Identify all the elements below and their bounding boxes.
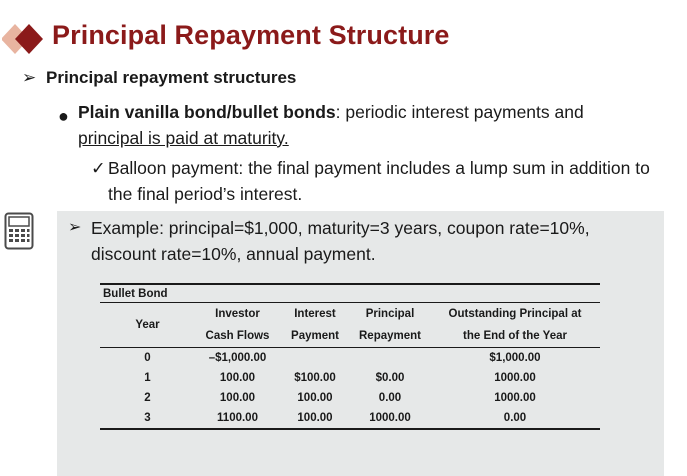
header-interest-line1: Interest	[294, 308, 336, 320]
cell-principal: $0.00	[375, 372, 405, 384]
bullet2-underlined: principal is paid at maturity.	[78, 128, 289, 148]
header-outstanding-line2: the End of the Year	[430, 325, 600, 348]
bullet-bond-table-container	[100, 283, 600, 430]
table-row	[100, 348, 600, 369]
bullet1-text: Principal repayment structures	[46, 68, 297, 87]
bullet2-text	[78, 99, 668, 151]
diamond-logo-icon	[2, 22, 48, 56]
bullet3-text: Balloon payment: the final payment includes a lump sum in addition to the final period’s interest.	[108, 158, 650, 204]
header-interest-line2: Payment	[280, 325, 350, 348]
cell-outstanding: 1000.00	[494, 372, 536, 384]
cell-principal: 0.00	[378, 392, 402, 404]
cell-year: 1	[144, 372, 151, 384]
checkmark-icon: ✓	[91, 158, 106, 178]
cell-principal	[350, 348, 430, 369]
bullet2-bold: Plain vanilla bond/bullet bonds	[78, 102, 336, 122]
cell-investor: 100.00	[219, 392, 256, 404]
header-outstanding-line1: Outstanding Principal at	[448, 308, 582, 320]
cell-interest: 100.00	[297, 392, 333, 404]
header-principal-line2: Repayment	[350, 325, 430, 348]
header-investor-line1: Investor	[215, 308, 260, 320]
bullet-bond-table	[100, 283, 600, 430]
example-arrow-icon: ➢	[68, 219, 82, 236]
cell-year: 2	[144, 392, 151, 404]
bullet-principal-repayment	[22, 68, 296, 88]
calculator-icon	[4, 212, 34, 250]
example-text: Example: principal=$1,000, maturity=3 years, coupon rate=10%, discount rate=10%, annual payment.	[91, 218, 590, 264]
table-header-row-1	[100, 303, 600, 326]
cell-interest: 100.00	[280, 408, 350, 429]
table-caption: Bullet Bond	[100, 284, 600, 303]
header-investor-line2: Cash Flows	[195, 325, 280, 348]
cell-outstanding: 1000.00	[494, 392, 536, 404]
cell-interest	[280, 348, 350, 369]
cell-outstanding: 0.00	[430, 408, 600, 429]
dot-bullet-icon: ●	[58, 106, 69, 126]
cell-investor: 1100.00	[195, 408, 280, 429]
arrow-bullet-icon: ➢	[22, 68, 37, 87]
bullet2-rest: : periodic interest payments and	[335, 102, 584, 122]
cell-interest: $100.00	[294, 372, 336, 384]
cell-principal: 1000.00	[350, 408, 430, 429]
cell-investor: 100.00	[219, 372, 256, 384]
table-caption-row	[100, 284, 600, 303]
header-year: Year	[100, 303, 195, 348]
slide-title: Principal Repayment Structure	[52, 20, 450, 50]
cell-year: 3	[100, 408, 195, 429]
table-row	[100, 368, 600, 388]
table-row	[100, 388, 600, 408]
cell-year: 0	[144, 352, 151, 364]
table-row	[100, 408, 600, 429]
header-principal-line1: Principal	[365, 308, 415, 320]
cell-outstanding: $1,000.00	[489, 352, 541, 364]
cell-investor: –$1,000.00	[208, 352, 267, 364]
